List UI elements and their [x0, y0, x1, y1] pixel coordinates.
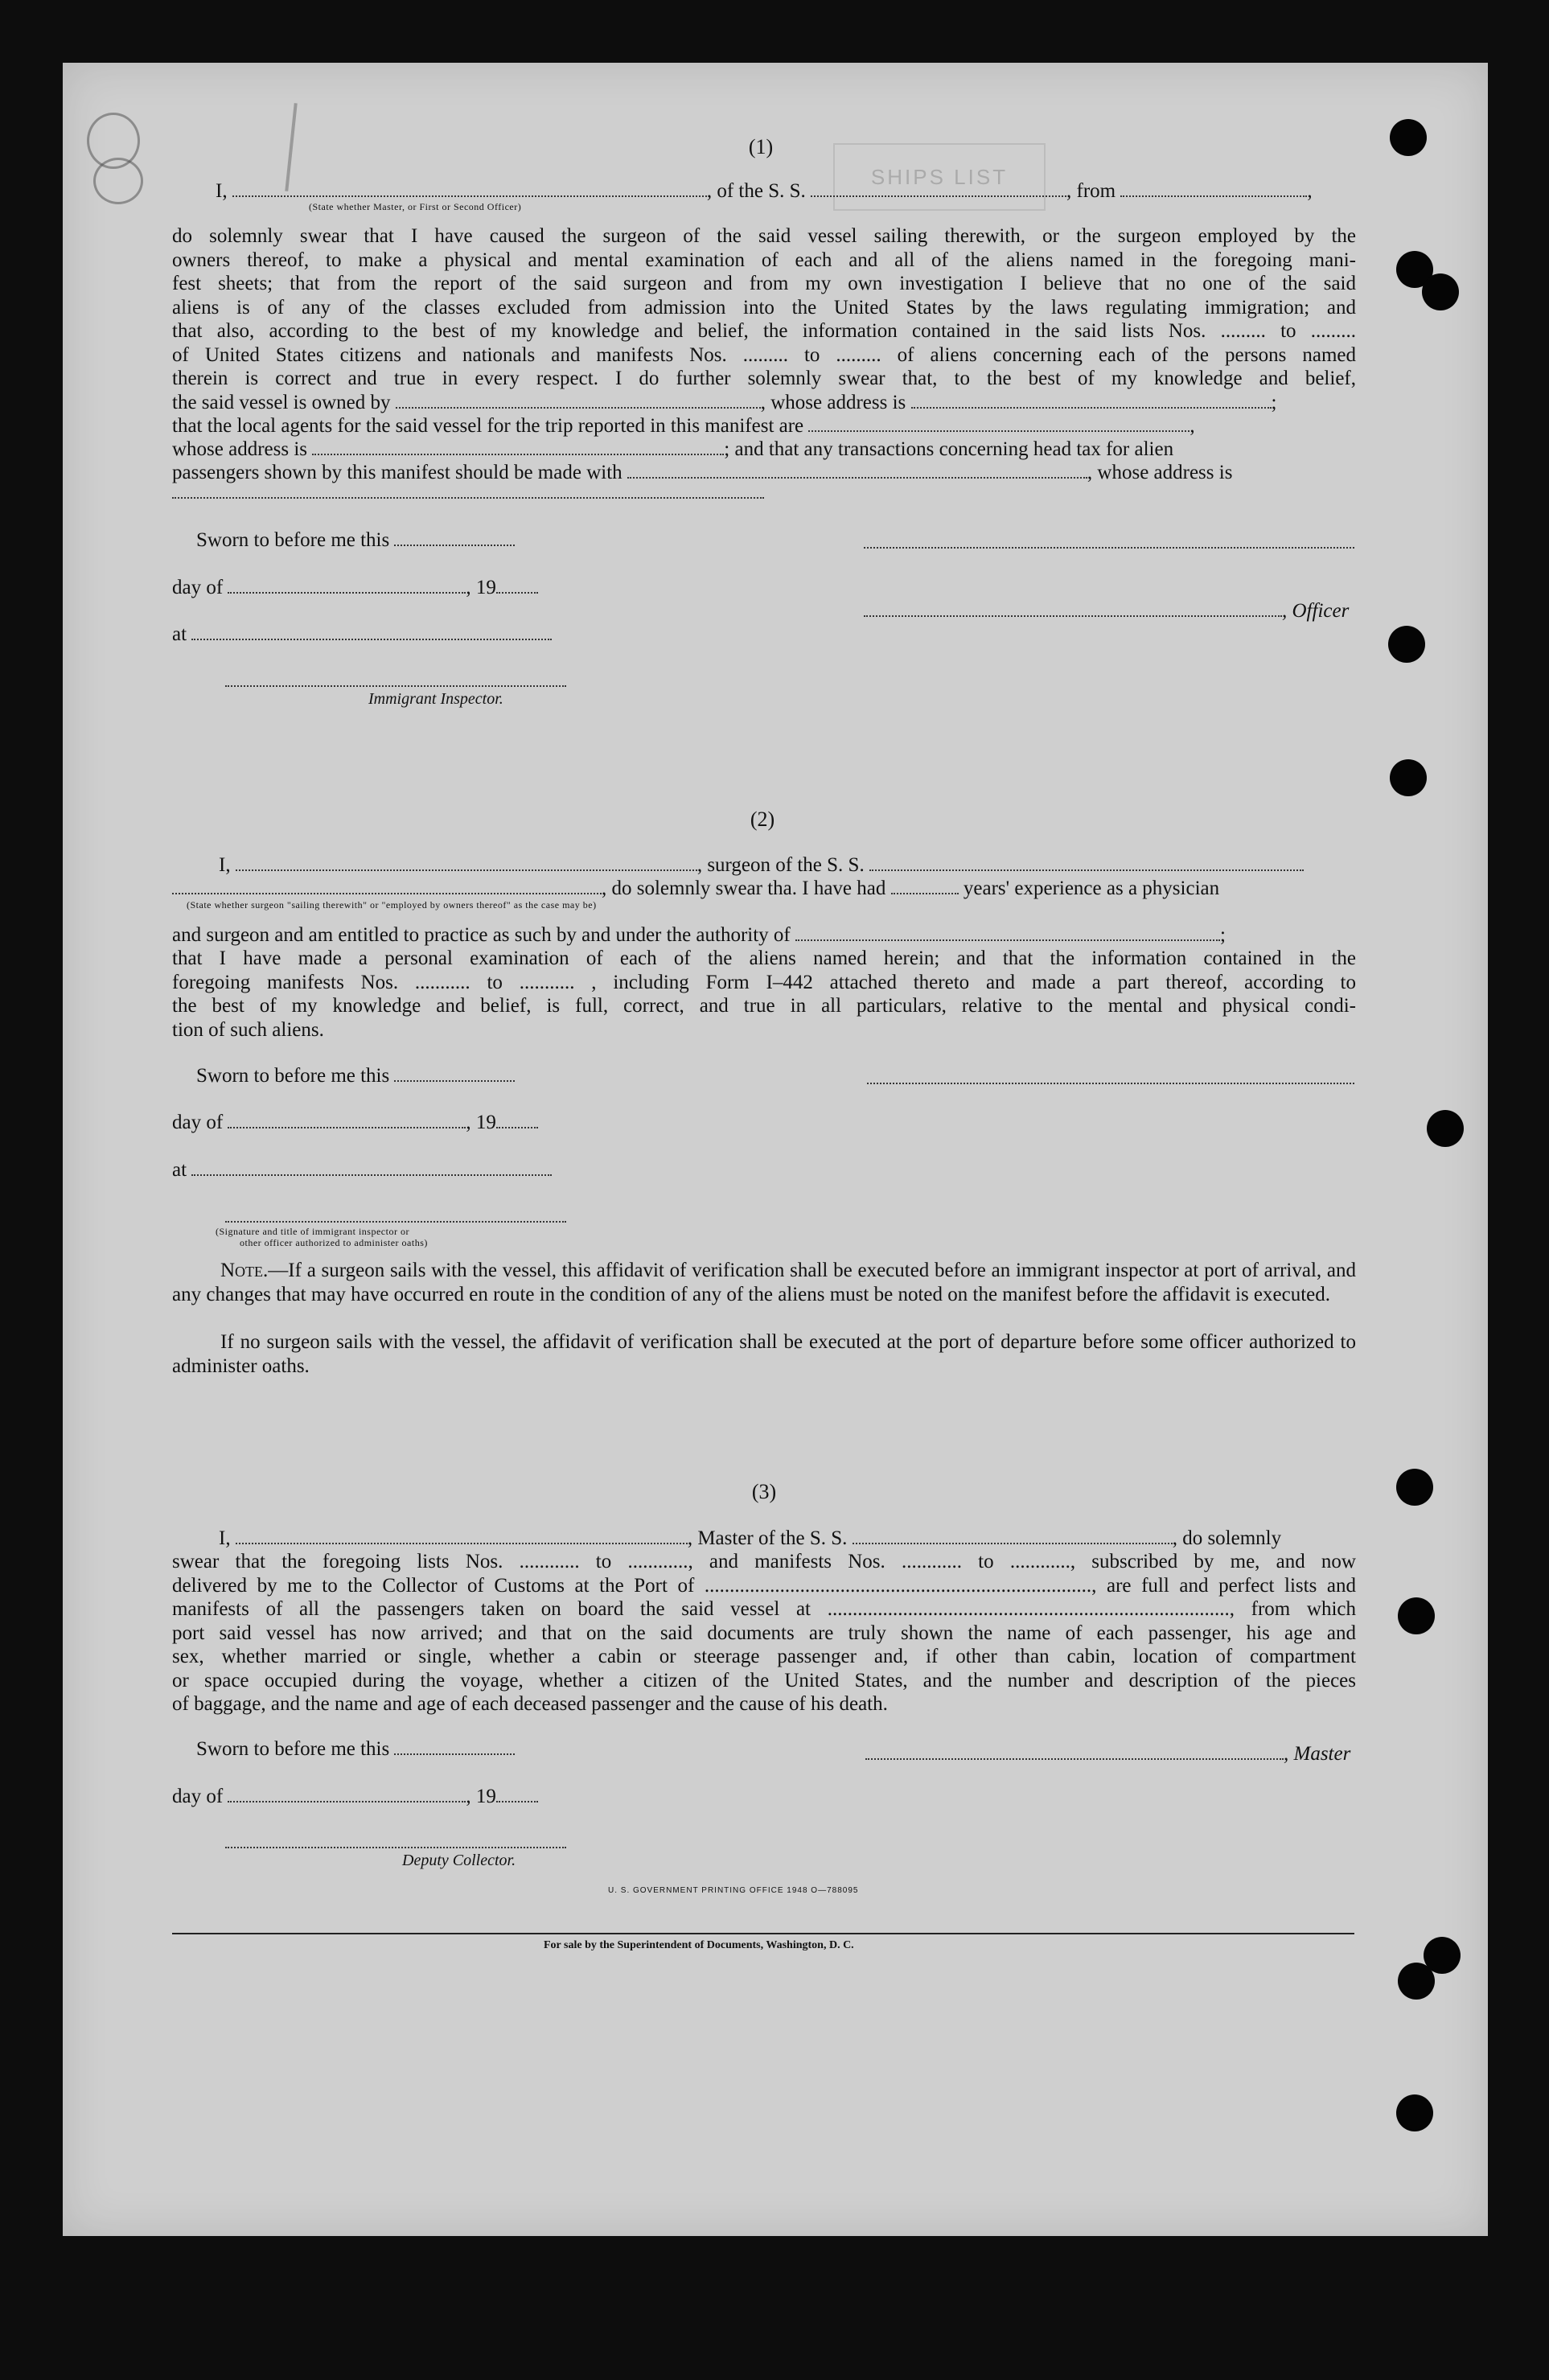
- section-1-number: (1): [748, 135, 774, 158]
- master-of-ss-label: , Master of the S. S.: [687, 1527, 848, 1549]
- head-tax-contact-field[interactable]: [627, 461, 1087, 479]
- section-3-paragraph: [172, 1550, 1356, 1716]
- punch-hole: [1390, 119, 1427, 156]
- master-name-field[interactable]: [236, 1527, 688, 1544]
- inspector-signature-line[interactable]: [225, 685, 566, 687]
- surgeon-note-2: If no surgeon sails with the vessel, the affidavit of verification shall be executed at the port of departure before some officer authorized to administer oaths.: [172, 1331, 1356, 1377]
- comma: ,: [1189, 415, 1195, 437]
- officer-signature-line[interactable]: [864, 547, 1354, 549]
- year-label: , 19: [466, 1786, 496, 1807]
- section-1-i: I,: [216, 180, 228, 202]
- sworn-day-field[interactable]: [394, 528, 515, 546]
- year-field[interactable]: [496, 576, 538, 594]
- at-label: at: [172, 623, 187, 645]
- head-tax-text: ; and that any transactions concerning head tax for alien: [724, 438, 1174, 460]
- paragraph-line: that I have made a personal examination of each of the aliens named herein; and that the information contained in the: [172, 947, 1356, 969]
- master-signature-line: [865, 1742, 1350, 1765]
- officer-title-field[interactable]: [864, 599, 1282, 617]
- master-label: , Master: [1284, 1743, 1351, 1765]
- passengers-line: [172, 461, 1232, 484]
- year-field[interactable]: [496, 1111, 538, 1128]
- at-label: at: [172, 1159, 187, 1181]
- paragraph-line: the best of my knowledge and belief, is full, correct, and true in all particulars, relative to the mental and physical condi-: [172, 995, 1356, 1017]
- paragraph-line: sex, whether married or single, whether a cabin or steerage passenger and, if other than cabin, location of compartment: [172, 1646, 1356, 1667]
- owner-field[interactable]: [396, 391, 761, 409]
- sale-notice: For sale by the Superintendent of Documents, Washington, D. C.: [544, 1939, 854, 1951]
- section-1-paragraph: [172, 224, 1356, 391]
- from-port-field[interactable]: [1120, 179, 1307, 197]
- section-3-number: (3): [751, 1480, 777, 1503]
- owner-address-field[interactable]: [911, 391, 1272, 409]
- punch-hole: [1427, 1110, 1464, 1147]
- paragraph-line: manifests of all the passengers taken on board the said vessel at ................................................................................, from which: [172, 1598, 1356, 1620]
- sworn-day-field[interactable]: [394, 1064, 515, 1082]
- surgeon-note: [172, 1259, 1356, 1306]
- passengers-label: passengers shown by this manifest should be made with: [172, 462, 622, 483]
- punch-hole: [1398, 1963, 1435, 2000]
- paragraph-line: port said vessel has now arrived; and that on the said documents are truly shown the name of each passenger, his age and: [172, 1622, 1356, 1644]
- whose-address-label: , whose address is: [760, 392, 906, 413]
- section-1-at: [172, 623, 552, 646]
- section-3-i: I,: [219, 1527, 231, 1549]
- paragraph-line: fest sheets; that from the report of the said surgeon and from my own investigation I believe that no one of the said: [172, 273, 1356, 294]
- year-field[interactable]: [496, 1785, 538, 1802]
- whose-address-label: whose address is: [172, 438, 308, 460]
- master-name-field[interactable]: [232, 179, 707, 197]
- paragraph-line: therein is correct and true in every respect. I do further solemnly swear that, to the best of my knowledge and belief,: [172, 368, 1356, 389]
- officer-line: [864, 599, 1349, 623]
- sworn-day-field[interactable]: [394, 1737, 515, 1755]
- from-label: , from: [1066, 180, 1116, 202]
- handwritten-mark: [93, 158, 143, 204]
- paragraph-line: delivered by me to the Collector of Customs at the Port of ............................................................................., are full and perfect lists and: [172, 1574, 1356, 1597]
- paragraph-line: tion of such aliens.: [172, 1018, 324, 1041]
- paragraph-line: of baggage, and the name and age of each deceased passenger and the cause of his death.: [172, 1693, 888, 1715]
- deputy-collector-signature-line[interactable]: [225, 1847, 566, 1848]
- section-1-day-of: [172, 576, 538, 599]
- address-continuation-field[interactable]: [172, 497, 764, 499]
- place-field[interactable]: [191, 1158, 552, 1176]
- section-2-day-of: [172, 1111, 538, 1134]
- local-agents-field[interactable]: [808, 414, 1189, 432]
- note-text: —If a surgeon sails with the vessel, this affidavit of verification shall be executed before an immigrant inspector at port of arrival, and any changes that may have occurred en route in the condition of any of the aliens must be noted on the manifest before the affidavit is executed.: [172, 1260, 1356, 1305]
- paragraph-line: swear that the foregoing lists Nos. ............ to ............, and manifests Nos. ............ to ............, subscribed by me, and now: [172, 1551, 1356, 1572]
- gpo-imprint: U. S. GOVERNMENT PRINTING OFFICE 1948 O—788095: [608, 1886, 859, 1895]
- years-field[interactable]: [891, 877, 959, 894]
- paragraph-line: do solemnly swear that I have caused the surgeon of the said vessel sailing therewith, or the surgeon employed by the: [172, 225, 1356, 247]
- semicolon: ;: [1271, 392, 1277, 413]
- place-field[interactable]: [191, 623, 552, 640]
- authority-label: and surgeon and am entitled to practice as such by and under the authority of: [172, 924, 791, 946]
- punch-hole: [1422, 273, 1459, 310]
- surgeon-status-field[interactable]: [172, 877, 602, 894]
- inspector-signature-line[interactable]: [225, 1221, 566, 1223]
- agents-address-line: [172, 438, 1173, 461]
- month-field[interactable]: [228, 576, 466, 594]
- paragraph-line: of United States citizens and nationals and manifests Nos. ......... to ......... of aliens concerning each of the persons named: [172, 343, 1356, 366]
- section-3-line-1: [219, 1527, 1281, 1550]
- years-label: years' experience as a physician: [963, 878, 1220, 899]
- punch-hole: [1388, 626, 1425, 663]
- punch-hole: [1398, 1597, 1435, 1634]
- owned-by-line: [172, 391, 1276, 414]
- semicolon: ;: [1220, 924, 1226, 946]
- section-2-number: (2): [750, 808, 775, 831]
- sworn-label: Sworn to before me this: [196, 529, 390, 551]
- local-agents-line: [172, 414, 1195, 438]
- surgeon-signature-line[interactable]: [867, 1083, 1354, 1084]
- note-label: Note.: [220, 1260, 269, 1281]
- vessel-name-field[interactable]: [811, 179, 1066, 197]
- sworn-label: Sworn to before me this: [196, 1738, 390, 1760]
- surgeon-of-ss-label: , surgeon of the S. S.: [696, 854, 865, 876]
- signature-caption-2: other officer authorized to administer oaths): [240, 1237, 428, 1248]
- month-field[interactable]: [228, 1111, 466, 1128]
- local-agents-label: that the local agents for the said vessel for the trip reported in this manifest are: [172, 415, 804, 437]
- paragraph-line: foregoing manifests Nos. ........... to ........... , including Form I–442 attached thereto and made a part thereof, according to: [172, 971, 1356, 993]
- section-2-i: I,: [219, 854, 231, 876]
- year-label: , 19: [466, 577, 496, 598]
- officer-label: , Officer: [1282, 600, 1350, 622]
- paragraph-line: owners thereof, to make a physical and mental examination of each and all of the aliens named in the foregoing mani-: [172, 249, 1356, 271]
- sworn-label: Sworn to before me this: [196, 1065, 390, 1087]
- immigrant-inspector-label: Immigrant Inspector.: [368, 690, 503, 708]
- day-of-label: day of: [172, 577, 224, 598]
- swear-label: , do solemnly swear tha. I have had: [602, 878, 886, 899]
- section-2-line-2: [172, 877, 1219, 900]
- footer-rule: [172, 1933, 1354, 1934]
- punch-hole: [1396, 2094, 1433, 2131]
- paragraph-line: that also, according to the best of my knowledge and belief, the information contained in the said lists Nos. ......... to .........: [172, 320, 1356, 342]
- year-label: , 19: [466, 1112, 496, 1133]
- section-1-line-1: [216, 179, 1358, 203]
- month-field[interactable]: [228, 1785, 466, 1802]
- vessel-name-field[interactable]: [853, 1527, 1173, 1544]
- agents-address-field[interactable]: [312, 438, 724, 455]
- punch-hole: [1390, 759, 1427, 796]
- signature-caption-1: (Signature and title of immigrant inspector or: [216, 1226, 409, 1237]
- section-3-sworn: [196, 1737, 515, 1761]
- authority-line: [172, 923, 1226, 947]
- paragraph-line: aliens is of any of the classes excluded from admission into the United States by the laws regulating immigration; and: [172, 296, 1356, 319]
- section-2-paragraph: [172, 947, 1356, 1042]
- owned-by-label: the said vessel is owned by: [172, 392, 391, 413]
- day-of-label: day of: [172, 1786, 224, 1807]
- surgeon-name-field[interactable]: [236, 853, 697, 871]
- do-solemnly-label: , do solemnly: [1172, 1527, 1282, 1549]
- section-3-day-of: [172, 1785, 538, 1808]
- section-1-caption: (State whether Master, or First or Second Officer): [309, 201, 522, 212]
- section-2-caption: (State whether surgeon "sailing therewith" or "employed by owners thereof" as the case may be): [187, 899, 597, 910]
- deputy-collector-label: Deputy Collector.: [402, 1852, 516, 1869]
- surgeon-vessel-field[interactable]: [869, 853, 1304, 871]
- comma: ,: [1307, 180, 1313, 202]
- paragraph-line: or space occupied during the voyage, whether a citizen of the United States, and the number and description of the pieces: [172, 1669, 1356, 1691]
- section-2-sworn: [196, 1064, 515, 1087]
- stamp-text: SHIPS LIST: [870, 165, 1009, 189]
- of-ss-label: , of the S. S.: [706, 180, 806, 202]
- section-1-sworn: [196, 528, 515, 552]
- authority-field[interactable]: [795, 923, 1220, 941]
- punch-hole: [1396, 1469, 1433, 1506]
- master-signature-field[interactable]: [865, 1742, 1284, 1760]
- day-of-label: day of: [172, 1112, 224, 1133]
- section-2-line-1: [219, 853, 1304, 877]
- whose-address-label: , whose address is: [1087, 462, 1233, 483]
- section-2-at: [172, 1158, 552, 1182]
